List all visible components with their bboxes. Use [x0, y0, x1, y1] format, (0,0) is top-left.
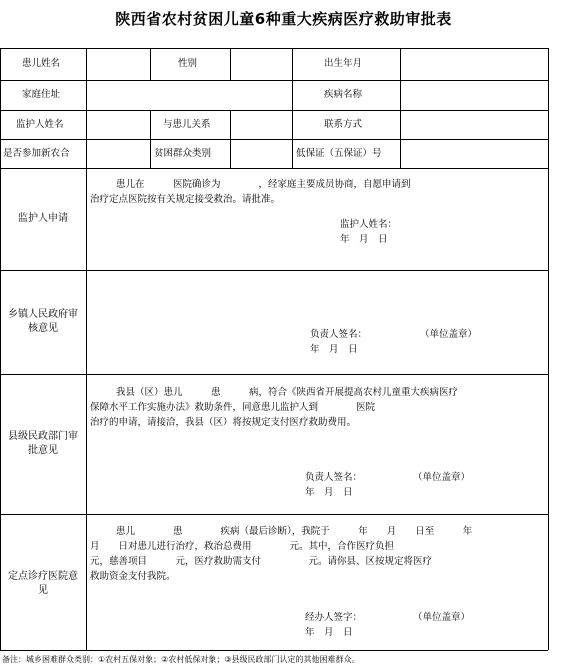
- hospital-text-line3: 元，慈善项目 元，医疗救助需支付 元。请你县、区按规定将医疗: [90, 556, 433, 567]
- township-date: 年 月 日: [310, 344, 358, 355]
- form-title: 陕西省农村贫困儿童6种重大疾病医疗救助审批表: [115, 10, 452, 28]
- contact-label: 联系方式: [324, 119, 363, 130]
- guardian-text-line1: 患儿在 医院确诊为 ，经家庭主要成员协商，自愿申请到: [116, 179, 411, 190]
- county-seal: （单位盖章）: [413, 472, 471, 483]
- township-seal: （单位盖章）: [420, 329, 478, 340]
- row-divider: [0, 270, 548, 271]
- col-divider: [230, 48, 231, 80]
- guardian-section-label: 监护人申请: [18, 213, 68, 224]
- county-text-line3: 治疗的申请，请接洽，我县（区）将按规定支付医疗救助费用。: [90, 417, 357, 428]
- col-divider: [150, 48, 151, 80]
- col-divider: [548, 48, 549, 650]
- col-divider: [230, 110, 231, 168]
- row-divider: [0, 110, 548, 111]
- row-divider: [0, 168, 548, 169]
- county-date: 年 月 日: [305, 487, 353, 498]
- row-divider: [0, 650, 548, 651]
- col-divider: [150, 110, 151, 168]
- hospital-text-line2: 月 日对患儿进行治疗，救治总费用 元。其中，合作医疗负担: [90, 541, 395, 552]
- disease-label: 疾病名称: [324, 89, 363, 100]
- row-divider: [0, 514, 548, 515]
- dibao-label: 低保证（五保证）号: [296, 148, 382, 159]
- col-divider: [86, 48, 87, 650]
- ncms-label: 是否参加新农合: [3, 148, 70, 159]
- col-divider: [400, 48, 401, 168]
- address-label: 家庭住址: [22, 89, 61, 100]
- col-divider: [292, 48, 293, 168]
- footer-note: 备注：城乡困难群众类别：①农村五保对象；②农村低保对象；③县级民政部门认定的其他困难群众。: [2, 655, 360, 664]
- hospital-date: 年 月 日: [305, 627, 353, 638]
- hospital-sign: 经办人签字：: [305, 612, 363, 623]
- patient-name-label: 患儿姓名: [22, 58, 61, 69]
- guardian-date: 年 月 日: [340, 234, 388, 245]
- township-section-label: 乡镇人民政府审核意见: [8, 309, 78, 334]
- county-text-line2: 保障水平工作实施办法》救助条件，同意患儿监护人到 医院: [90, 402, 376, 413]
- hospital-text-line1: 患儿 患 疾病（最后诊断），我院于 年 月 日至 年: [116, 526, 473, 537]
- township-sign: 负责人签名：: [310, 329, 368, 340]
- guardian-sign: 监护人姓名：: [340, 219, 398, 230]
- row-divider: [0, 374, 548, 375]
- guardian-name-label: 监护人姓名: [16, 119, 64, 130]
- row-divider: [0, 139, 548, 140]
- hospital-text-line4: 救助资金支付我院。: [90, 571, 176, 582]
- row-divider: [0, 48, 548, 49]
- hospital-section-label: 定点诊疗医院意见: [8, 571, 78, 596]
- county-text-line1: 我县（区）患儿 患 病，符合《陕西省开展提高农村儿童重大疾病医疗: [116, 387, 459, 398]
- row-divider: [0, 80, 548, 81]
- birth-label: 出生年月: [324, 58, 363, 69]
- col-divider: [0, 48, 1, 650]
- relation-label: 与患儿关系: [163, 119, 211, 130]
- county-section-label: 县级民政部门审批意见: [8, 431, 78, 456]
- county-sign: 负责人签名：: [305, 472, 363, 483]
- guardian-text-line2: 治疗定点医院按有关规定接受救治。请批准。: [90, 194, 281, 205]
- hospital-seal: （单位盖章）: [413, 612, 471, 623]
- gender-label: 性别: [178, 58, 198, 69]
- poor-type-label: 贫困群众类别: [154, 148, 212, 159]
